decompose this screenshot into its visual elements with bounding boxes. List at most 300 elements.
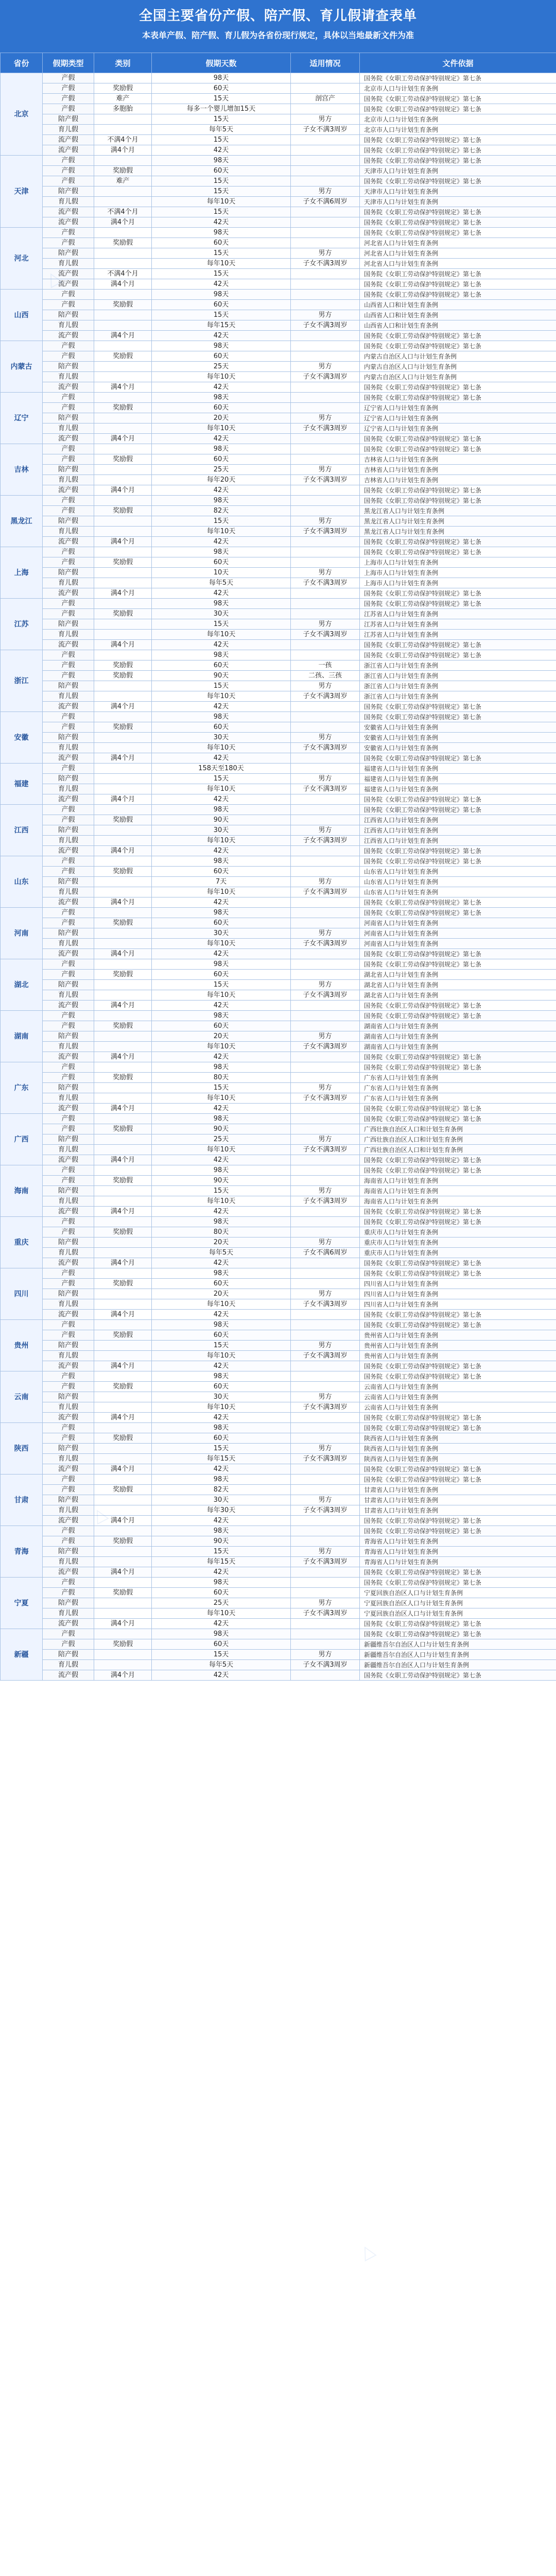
file-cell: 青海省人口与计划生育条例 — [360, 1547, 556, 1557]
type-cell: 产假 — [43, 1176, 94, 1186]
condition-cell: 子女不满6周岁 — [291, 197, 360, 207]
condition-cell — [291, 434, 360, 444]
condition-cell — [291, 1413, 360, 1423]
item-cell: 奖励假 — [94, 1433, 152, 1444]
leave-table-wrapper — [0, 53, 556, 2576]
file-cell: 贵州省人口与计划生育条例 — [360, 1351, 556, 1361]
type-cell: 陪产假 — [43, 1186, 94, 1196]
condition-cell — [291, 1670, 360, 1681]
days-cell: 60天 — [152, 1588, 291, 1598]
region-name-cell: 河南 — [1, 908, 43, 959]
type-cell: 产假 — [43, 1578, 94, 1588]
table-row — [1, 1567, 556, 1578]
days-cell: 60天 — [152, 166, 291, 176]
table-row — [1, 939, 556, 949]
region-name-cell: 湖北 — [1, 959, 43, 1011]
days-cell: 25天 — [152, 1134, 291, 1145]
days-cell: 80天 — [152, 1073, 291, 1083]
condition-cell: 男方 — [291, 465, 360, 475]
table-row — [1, 1485, 556, 1495]
table-row — [1, 980, 556, 990]
condition-cell — [291, 1176, 360, 1186]
type-cell: 陪产假 — [43, 248, 94, 259]
table-row — [1, 609, 556, 619]
type-cell: 流产假 — [43, 1516, 94, 1526]
days-cell: 98天 — [152, 1578, 291, 1588]
region-name-cell: 湖南 — [1, 1011, 43, 1062]
days-cell: 每年10天 — [152, 836, 291, 846]
item-cell: 满4个月 — [94, 1258, 152, 1268]
condition-cell — [291, 1207, 360, 1217]
table-header-row — [1, 53, 556, 73]
item-cell — [94, 393, 152, 403]
item-cell: 满4个月 — [94, 1052, 152, 1062]
type-cell: 陪产假 — [43, 681, 94, 691]
file-cell: 广西壮族自治区人口和计划生育条例 — [360, 1134, 556, 1145]
days-cell: 90天 — [152, 1176, 291, 1186]
type-cell: 产假 — [43, 805, 94, 815]
file-cell: 国务院《女职工劳动保护特别规定》第七条 — [360, 794, 556, 805]
type-cell: 产假 — [43, 671, 94, 681]
condition-cell — [291, 1021, 360, 1031]
condition-cell — [291, 1361, 360, 1371]
condition-cell — [291, 1104, 360, 1114]
condition-cell: 男方 — [291, 516, 360, 527]
type-cell: 流产假 — [43, 1567, 94, 1578]
file-cell: 海南省人口与计划生育条例 — [360, 1186, 556, 1196]
table-row — [1, 135, 556, 145]
table-row — [1, 1093, 556, 1104]
table-row — [1, 506, 556, 516]
days-cell: 15天 — [152, 135, 291, 145]
table-row — [1, 393, 556, 403]
condition-cell — [291, 496, 360, 506]
table-row — [1, 1165, 556, 1176]
type-cell: 流产假 — [43, 1464, 94, 1475]
table-row — [1, 1619, 556, 1629]
type-cell: 流产假 — [43, 485, 94, 496]
item-cell — [94, 465, 152, 475]
item-cell: 奖励假 — [94, 557, 152, 568]
file-cell: 国务院《女职工劳动保护特别规定》第七条 — [360, 650, 556, 660]
type-cell: 育儿假 — [43, 527, 94, 537]
column-condition: 适用情况 — [291, 53, 360, 73]
item-cell — [94, 1011, 152, 1021]
file-cell: 国务院《女职工劳动保护特别规定》第七条 — [360, 341, 556, 351]
region-name-cell: 山东 — [1, 856, 43, 908]
table-row — [1, 1196, 556, 1207]
item-cell — [94, 691, 152, 702]
condition-cell: 子女不满3周岁 — [291, 1145, 360, 1155]
days-cell: 60天 — [152, 238, 291, 248]
item-cell — [94, 578, 152, 588]
region-name-cell: 贵州 — [1, 1320, 43, 1371]
table-row — [1, 1124, 556, 1134]
type-cell: 产假 — [43, 290, 94, 300]
type-cell: 育儿假 — [43, 1145, 94, 1155]
condition-cell — [291, 156, 360, 166]
condition-cell — [291, 1629, 360, 1639]
type-cell: 陪产假 — [43, 1650, 94, 1660]
file-cell: 国务院《女职工劳动保护特别规定》第七条 — [360, 846, 556, 856]
table-row — [1, 290, 556, 300]
table-row — [1, 630, 556, 640]
table-row — [1, 1547, 556, 1557]
days-cell: 每年10天 — [152, 691, 291, 702]
days-cell: 30天 — [152, 928, 291, 939]
type-cell: 育儿假 — [43, 691, 94, 702]
file-cell: 国务院《女职工劳动保护特别规定》第七条 — [360, 228, 556, 238]
table-row — [1, 73, 556, 83]
table-row — [1, 640, 556, 650]
item-cell — [94, 248, 152, 259]
table-row — [1, 444, 556, 454]
days-cell: 每年10天 — [152, 1145, 291, 1155]
item-cell — [94, 836, 152, 846]
file-cell: 山西省人口和计划生育条例 — [360, 310, 556, 320]
days-cell: 每年5天 — [152, 1660, 291, 1670]
item-cell — [94, 228, 152, 238]
type-cell: 产假 — [43, 176, 94, 187]
item-cell — [94, 743, 152, 753]
condition-cell — [291, 1011, 360, 1021]
region-name-cell: 江苏 — [1, 599, 43, 650]
table-row — [1, 217, 556, 228]
condition-cell — [291, 485, 360, 496]
type-cell: 育儿假 — [43, 1093, 94, 1104]
table-row — [1, 434, 556, 444]
file-cell: 国务院《女职工劳动保护特别规定》第七条 — [360, 588, 556, 599]
type-cell: 陪产假 — [43, 1495, 94, 1505]
type-cell: 陪产假 — [43, 187, 94, 197]
days-cell: 98天 — [152, 228, 291, 238]
file-cell: 安徽省人口与计划生育条例 — [360, 743, 556, 753]
table-row — [1, 1134, 556, 1145]
days-cell: 每年10天 — [152, 743, 291, 753]
table-row — [1, 516, 556, 527]
condition-cell: 男方 — [291, 1392, 360, 1402]
file-cell: 国务院《女职工劳动保护特别规定》第七条 — [360, 949, 556, 959]
table-row — [1, 465, 556, 475]
type-cell: 育儿假 — [43, 1299, 94, 1310]
file-cell: 辽宁省人口与计划生育条例 — [360, 403, 556, 413]
condition-cell: 男方 — [291, 248, 360, 259]
type-cell: 产假 — [43, 764, 94, 774]
type-cell: 陪产假 — [43, 825, 94, 836]
days-cell: 每年10天 — [152, 1042, 291, 1052]
file-cell: 北京市人口与计划生育条例 — [360, 125, 556, 135]
file-cell: 国务院《女职工劳动保护特别规定》第七条 — [360, 1062, 556, 1073]
file-cell: 广东省人口与计划生育条例 — [360, 1083, 556, 1093]
watermark: △ — [89, 1502, 111, 1527]
condition-cell: 子女不满3周岁 — [291, 990, 360, 1001]
file-cell: 辽宁省人口与计划生育条例 — [360, 423, 556, 434]
type-cell: 产假 — [43, 351, 94, 362]
condition-cell: 子女不满3周岁 — [291, 1093, 360, 1104]
days-cell: 42天 — [152, 434, 291, 444]
condition-cell — [291, 1536, 360, 1547]
condition-cell — [291, 1217, 360, 1227]
file-cell: 国务院《女职工劳动保护特别规定》第七条 — [360, 1423, 556, 1433]
days-cell: 15天 — [152, 681, 291, 691]
table-row — [1, 1351, 556, 1361]
table-row — [1, 1011, 556, 1021]
days-cell: 60天 — [152, 1330, 291, 1341]
condition-cell: 二孩、三孩 — [291, 671, 360, 681]
days-cell: 每年10天 — [152, 1196, 291, 1207]
type-cell: 育儿假 — [43, 1660, 94, 1670]
days-cell: 20天 — [152, 413, 291, 423]
days-cell: 60天 — [152, 351, 291, 362]
days-cell: 每年10天 — [152, 372, 291, 382]
item-cell — [94, 1114, 152, 1124]
table-row — [1, 1536, 556, 1547]
item-cell: 奖励假 — [94, 867, 152, 877]
type-cell: 育儿假 — [43, 743, 94, 753]
table-row — [1, 320, 556, 331]
days-cell: 98天 — [152, 73, 291, 83]
days-cell: 42天 — [152, 145, 291, 156]
file-cell: 国务院《女职工劳动保护特别规定》第七条 — [360, 1464, 556, 1475]
condition-cell — [291, 1258, 360, 1268]
item-cell — [94, 928, 152, 939]
item-cell — [94, 774, 152, 784]
type-cell: 育儿假 — [43, 1402, 94, 1413]
file-cell: 上海市人口与计划生育条例 — [360, 557, 556, 568]
file-cell: 国务院《女职工劳动保护特别规定》第七条 — [360, 1155, 556, 1165]
item-cell: 满4个月 — [94, 1207, 152, 1217]
condition-cell — [291, 1423, 360, 1433]
item-cell — [94, 114, 152, 125]
condition-cell — [291, 794, 360, 805]
item-cell — [94, 187, 152, 197]
table-row — [1, 660, 556, 671]
table-row — [1, 588, 556, 599]
condition-cell: 子女不满3周岁 — [291, 1351, 360, 1361]
region-name-cell: 安徽 — [1, 712, 43, 764]
type-cell: 产假 — [43, 1021, 94, 1031]
item-cell: 满4个月 — [94, 1361, 152, 1371]
file-cell: 新疆维吾尔自治区人口与计划生育条例 — [360, 1639, 556, 1650]
file-cell: 黑龙江省人口与计划生育条例 — [360, 516, 556, 527]
item-cell: 不满4个月 — [94, 135, 152, 145]
days-cell: 60天 — [152, 83, 291, 94]
region-name-cell: 云南 — [1, 1371, 43, 1423]
file-cell: 天津市人口与计划生育条例 — [360, 197, 556, 207]
condition-cell: 子女不满3周岁 — [291, 1042, 360, 1052]
days-cell: 25天 — [152, 1598, 291, 1608]
days-cell: 42天 — [152, 217, 291, 228]
file-cell: 国务院《女职工劳动保护特别规定》第七条 — [360, 94, 556, 104]
days-cell: 60天 — [152, 1433, 291, 1444]
item-cell: 奖励假 — [94, 1176, 152, 1186]
file-cell: 国务院《女职工劳动保护特别规定》第七条 — [360, 496, 556, 506]
condition-cell: 子女不满3周岁 — [291, 1454, 360, 1464]
file-cell: 海南省人口与计划生育条例 — [360, 1176, 556, 1186]
file-cell: 湖北省人口与计划生育条例 — [360, 990, 556, 1001]
file-cell: 国务院《女职工劳动保护特别规定》第七条 — [360, 1475, 556, 1485]
table-row — [1, 1423, 556, 1433]
days-cell: 98天 — [152, 1423, 291, 1433]
file-cell: 上海市人口与计划生育条例 — [360, 568, 556, 578]
type-cell: 陪产假 — [43, 1031, 94, 1042]
type-cell: 育儿假 — [43, 939, 94, 949]
table-row — [1, 1670, 556, 1681]
table-row — [1, 825, 556, 836]
item-cell: 奖励假 — [94, 1227, 152, 1238]
file-cell: 国务院《女职工劳动保护特别规定》第七条 — [360, 640, 556, 650]
condition-cell — [291, 908, 360, 918]
table-row — [1, 990, 556, 1001]
days-cell: 15天 — [152, 176, 291, 187]
file-cell: 国务院《女职工劳动保护特别规定》第七条 — [360, 73, 556, 83]
item-cell — [94, 1660, 152, 1670]
item-cell — [94, 1608, 152, 1619]
item-cell — [94, 1145, 152, 1155]
table-row — [1, 341, 556, 351]
file-cell: 吉林省人口与计划生育条例 — [360, 475, 556, 485]
type-cell: 产假 — [43, 496, 94, 506]
table-row — [1, 702, 556, 712]
days-cell: 82天 — [152, 506, 291, 516]
table-row — [1, 681, 556, 691]
file-cell: 重庆市人口与计划生育条例 — [360, 1238, 556, 1248]
days-cell: 每多一个婴儿增加15天 — [152, 104, 291, 114]
region-name-cell: 甘肃 — [1, 1475, 43, 1526]
type-cell: 陪产假 — [43, 877, 94, 887]
item-cell: 奖励假 — [94, 1485, 152, 1495]
item-cell — [94, 1320, 152, 1330]
file-cell: 陕西省人口与计划生育条例 — [360, 1454, 556, 1464]
condition-cell — [291, 341, 360, 351]
table-row — [1, 1083, 556, 1093]
item-cell — [94, 1062, 152, 1073]
file-cell: 国务院《女职工劳动保护特别规定》第七条 — [360, 1371, 556, 1382]
table-row — [1, 423, 556, 434]
table-row — [1, 1031, 556, 1042]
days-cell: 每年10天 — [152, 630, 291, 640]
type-cell: 产假 — [43, 1526, 94, 1536]
item-cell: 满4个月 — [94, 485, 152, 496]
file-cell: 国务院《女职工劳动保护特别规定》第七条 — [360, 1258, 556, 1268]
condition-cell — [291, 1165, 360, 1176]
file-cell: 国务院《女职工劳动保护特别规定》第七条 — [360, 1361, 556, 1371]
type-cell: 流产假 — [43, 1104, 94, 1114]
days-cell: 60天 — [152, 722, 291, 733]
type-cell: 产假 — [43, 1536, 94, 1547]
condition-cell: 子女不满3周岁 — [291, 743, 360, 753]
condition-cell — [291, 722, 360, 733]
days-cell: 15天 — [152, 774, 291, 784]
table-body — [1, 73, 556, 1681]
table-row — [1, 1402, 556, 1413]
condition-cell: 子女不满3周岁 — [291, 1505, 360, 1516]
table-row — [1, 691, 556, 702]
type-cell: 产假 — [43, 660, 94, 671]
file-cell: 云南省人口与计划生育条例 — [360, 1382, 556, 1392]
table-row — [1, 1001, 556, 1011]
table-row — [1, 176, 556, 187]
table-row — [1, 856, 556, 867]
days-cell: 42天 — [152, 1464, 291, 1475]
days-cell: 60天 — [152, 557, 291, 568]
type-cell: 育儿假 — [43, 1454, 94, 1464]
file-cell: 云南省人口与计划生育条例 — [360, 1402, 556, 1413]
item-cell: 满4个月 — [94, 702, 152, 712]
type-cell: 陪产假 — [43, 928, 94, 939]
condition-cell: 子女不满3周岁 — [291, 630, 360, 640]
table-row — [1, 537, 556, 547]
table-row — [1, 527, 556, 537]
type-cell: 流产假 — [43, 640, 94, 650]
type-cell: 流产假 — [43, 434, 94, 444]
item-cell — [94, 1268, 152, 1279]
file-cell: 湖北省人口与计划生育条例 — [360, 980, 556, 990]
item-cell: 奖励假 — [94, 970, 152, 980]
file-cell: 国务院《女职工劳动保护特别规定》第七条 — [360, 537, 556, 547]
file-cell: 山西省人口和计划生育条例 — [360, 300, 556, 310]
days-cell: 60天 — [152, 1382, 291, 1392]
condition-cell — [291, 269, 360, 279]
region-name-cell: 重庆 — [1, 1217, 43, 1268]
file-cell: 海南省人口与计划生育条例 — [360, 1196, 556, 1207]
condition-cell: 子女不满3周岁 — [291, 259, 360, 269]
type-cell: 产假 — [43, 444, 94, 454]
file-cell: 河北省人口与计划生育条例 — [360, 259, 556, 269]
type-cell: 产假 — [43, 1279, 94, 1289]
type-cell: 产假 — [43, 1588, 94, 1598]
file-cell: 新疆维吾尔自治区人口与计划生育条例 — [360, 1660, 556, 1670]
condition-cell — [291, 1371, 360, 1382]
table-row — [1, 1464, 556, 1475]
item-cell — [94, 1505, 152, 1516]
type-cell: 产假 — [43, 1382, 94, 1392]
days-cell: 98天 — [152, 1217, 291, 1227]
item-cell — [94, 527, 152, 537]
region-name-cell: 浙江 — [1, 650, 43, 712]
file-cell: 国务院《女职工劳动保护特别规定》第七条 — [360, 547, 556, 557]
table-row — [1, 94, 556, 104]
item-cell: 满4个月 — [94, 794, 152, 805]
file-cell: 内蒙古自治区人口与计划生育条例 — [360, 362, 556, 372]
days-cell: 15天 — [152, 310, 291, 320]
type-cell: 育儿假 — [43, 578, 94, 588]
region-name-cell: 吉林 — [1, 444, 43, 496]
days-cell: 每年5天 — [152, 578, 291, 588]
condition-cell: 子女不满3周岁 — [291, 125, 360, 135]
item-cell: 奖励假 — [94, 166, 152, 176]
table-row — [1, 1042, 556, 1052]
table-row — [1, 547, 556, 557]
table-row — [1, 114, 556, 125]
table-row — [1, 187, 556, 197]
days-cell: 98天 — [152, 1165, 291, 1176]
item-cell: 奖励假 — [94, 1588, 152, 1598]
item-cell: 不满4个月 — [94, 207, 152, 217]
days-cell: 98天 — [152, 444, 291, 454]
item-cell: 满4个月 — [94, 588, 152, 599]
file-cell: 宁夏回族自治区人口与计划生育条例 — [360, 1588, 556, 1598]
type-cell: 育儿假 — [43, 990, 94, 1001]
item-cell: 满4个月 — [94, 753, 152, 764]
item-cell: 满4个月 — [94, 145, 152, 156]
type-cell: 陪产假 — [43, 310, 94, 320]
file-cell: 内蒙古自治区人口与计划生育条例 — [360, 351, 556, 362]
condition-cell — [291, 959, 360, 970]
type-cell: 育儿假 — [43, 784, 94, 794]
condition-cell: 男方 — [291, 1547, 360, 1557]
item-cell: 奖励假 — [94, 1382, 152, 1392]
